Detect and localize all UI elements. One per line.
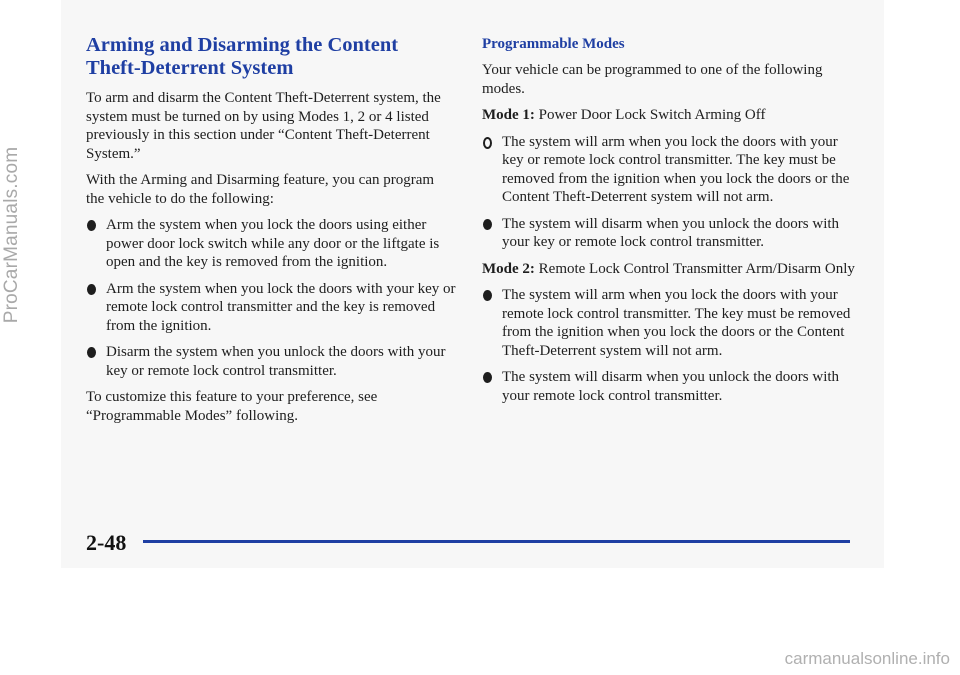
feature-list xyxy=(86,216,456,380)
list-item: The system will disarm when you unlock the doors with your remote lock control transmitter. xyxy=(482,368,862,405)
bullet-icon xyxy=(87,347,96,358)
bottom-watermark: carmanualsonline.info xyxy=(784,649,950,668)
list-item: Disarm the system when you unlock the doors with your key or remote lock control transmitter. xyxy=(86,343,456,380)
footer-divider xyxy=(143,540,850,543)
bullet-icon xyxy=(483,372,492,383)
list-item: Arm the system when you lock the doors using either power door lock switch while any door or the liftgate is open and the key is removed from the ignition. xyxy=(86,216,456,272)
mode-1-list xyxy=(482,133,862,252)
lead-paragraph: With the Arming and Disarming feature, you can program the vehicle to do the following: xyxy=(86,172,435,207)
mode-2-heading xyxy=(482,260,862,279)
right-column xyxy=(482,34,862,413)
mode-1-heading xyxy=(482,106,862,125)
list-item: Arm the system when you lock the doors with your key or remote lock control transmitter and the key is removed from the ignition. xyxy=(86,280,456,336)
mode-2-title: Remote Lock Control Transmitter Arm/Disarm Only xyxy=(538,260,855,277)
list-item: The system will arm when you lock the doors with your remote lock control transmitter. The key must be removed from the ignition when you lock the doors or the Content Theft-Deterrent system will not arm. xyxy=(482,286,862,360)
modes-intro: Your vehicle can be programmed to one of the following modes. xyxy=(482,62,823,97)
bullet-icon xyxy=(483,137,492,149)
mode-1-title: Power Door Lock Switch Arming Off xyxy=(538,107,766,123)
page-number: 2-48 xyxy=(86,530,127,555)
list-item: The system will arm when you lock the doors with your key or remote lock control transmitter. The key must be removed from the ignition when you lock the doors or the Content Theft-Deterrent system will not arm. xyxy=(482,133,862,207)
bullet-icon xyxy=(483,219,492,230)
mode-1-label: Mode 1: xyxy=(482,107,535,123)
mode-2-list xyxy=(482,286,862,405)
closing-paragraph: To customize this feature to your preference, see “Programmable Modes” following. xyxy=(86,389,378,424)
bullet-icon xyxy=(87,284,96,295)
bullet-icon xyxy=(483,290,492,301)
section-heading: Arming and Disarming the Content Theft-Deterrent System xyxy=(86,34,399,79)
mode-2-label: Mode 2: xyxy=(482,260,535,277)
list-item: The system will disarm when you unlock the doors with your key or remote lock control transmitter. xyxy=(482,215,862,252)
side-watermark xyxy=(0,0,40,675)
side-watermark-text: ProCarManuals.com xyxy=(1,146,22,324)
bullet-icon xyxy=(87,220,96,231)
intro-paragraph: To arm and disarm the Content Theft-Deterrent system, the system must be turned on by using Modes 1, 2 or 4 listed previously in this section under “Content Theft-Deterrent System.” xyxy=(86,90,441,162)
subsection-heading: Programmable Modes xyxy=(482,36,625,52)
left-column xyxy=(86,34,456,433)
